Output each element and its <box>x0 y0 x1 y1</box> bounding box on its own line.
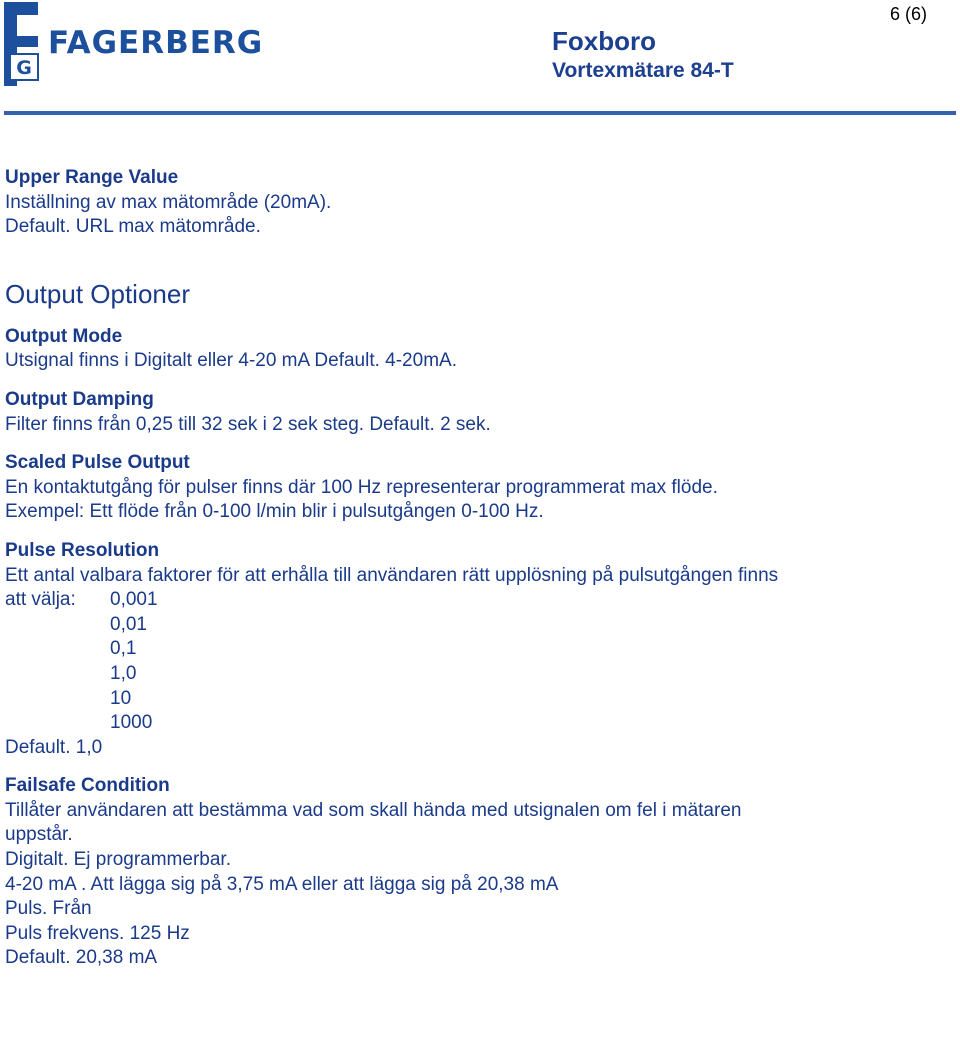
failsafe-line: 4-20 mA . Att lägga sig på 3,75 mA eller att lägga sig på 20,38 mA <box>5 873 559 895</box>
upper-range-line: Default. URL max mätområde. <box>5 216 261 238</box>
document-title: Foxboro <box>552 26 656 56</box>
upper-range-heading: Upper Range Value <box>5 167 179 188</box>
pulse-resolution-text: Ett antal valbara faktorer för att erhålla till användaren rätt upplösning på pulsutgången finns <box>5 564 779 586</box>
logo-letter: G <box>16 57 32 79</box>
company-name: FAGERBERG <box>48 25 264 61</box>
factor-row <box>5 588 950 613</box>
scaled-pulse-line: En kontaktutgång för pulser finns där 100 Hz representerar programmerat max flöde. <box>5 476 718 498</box>
document-subtitle: Vortexmätare 84-T <box>552 59 734 82</box>
upper-range-section <box>5 166 950 240</box>
output-mode-section <box>5 325 950 374</box>
scaled-pulse-line: Exempel: Ett flöde från 0-100 l/min blir i pulsutgången 0-100 Hz. <box>5 501 544 523</box>
failsafe-line: Puls frekvens. 125 Hz <box>5 922 190 944</box>
failsafe-line: Digitalt. Ej programmerbar. <box>5 849 231 871</box>
header-divider <box>4 111 956 115</box>
scaled-pulse-section <box>5 451 950 525</box>
page-number: 6 (6) <box>889 4 927 24</box>
factor-value: 0,1 <box>110 638 137 660</box>
output-options-title: Output Optioner <box>5 278 190 309</box>
pulse-resolution-heading: Pulse Resolution <box>5 539 160 561</box>
factor-value: 1000 <box>110 712 153 734</box>
document-body <box>5 166 950 971</box>
factor-value: 0,001 <box>110 589 158 611</box>
output-damping-heading: Output Damping <box>5 388 154 410</box>
pulse-resolution-default: Default. 1,0 <box>5 736 103 758</box>
pulse-resolution-section <box>5 539 950 760</box>
failsafe-line: uppstår. <box>5 824 73 846</box>
factor-choose-label: att välja: <box>5 589 76 611</box>
factor-value: 10 <box>110 687 132 709</box>
failsafe-line: Puls. Från <box>5 898 92 920</box>
output-mode-text: Utsignal finns i Digitalt eller 4-20 mA Default. 4-20mA. <box>5 350 457 372</box>
failsafe-section <box>5 774 950 971</box>
upper-range-line: Inställning av max mätområde (20mA). <box>5 191 332 213</box>
factor-value: 1,0 <box>110 662 137 684</box>
failsafe-line: Tillåter användaren att bestämma vad som skall hända med utsignalen om fel i mätaren <box>5 799 742 821</box>
failsafe-line: Default. 20,38 mA <box>5 947 158 969</box>
output-damping-section <box>5 388 950 437</box>
factor-value: 0,01 <box>110 613 147 635</box>
output-damping-text: Filter finns från 0,25 till 32 sek i 2 sek steg. Default. 2 sek. <box>5 413 491 435</box>
scaled-pulse-heading: Scaled Pulse Output <box>5 452 190 474</box>
output-mode-heading: Output Mode <box>5 325 123 347</box>
failsafe-heading: Failsafe Condition <box>5 775 170 797</box>
